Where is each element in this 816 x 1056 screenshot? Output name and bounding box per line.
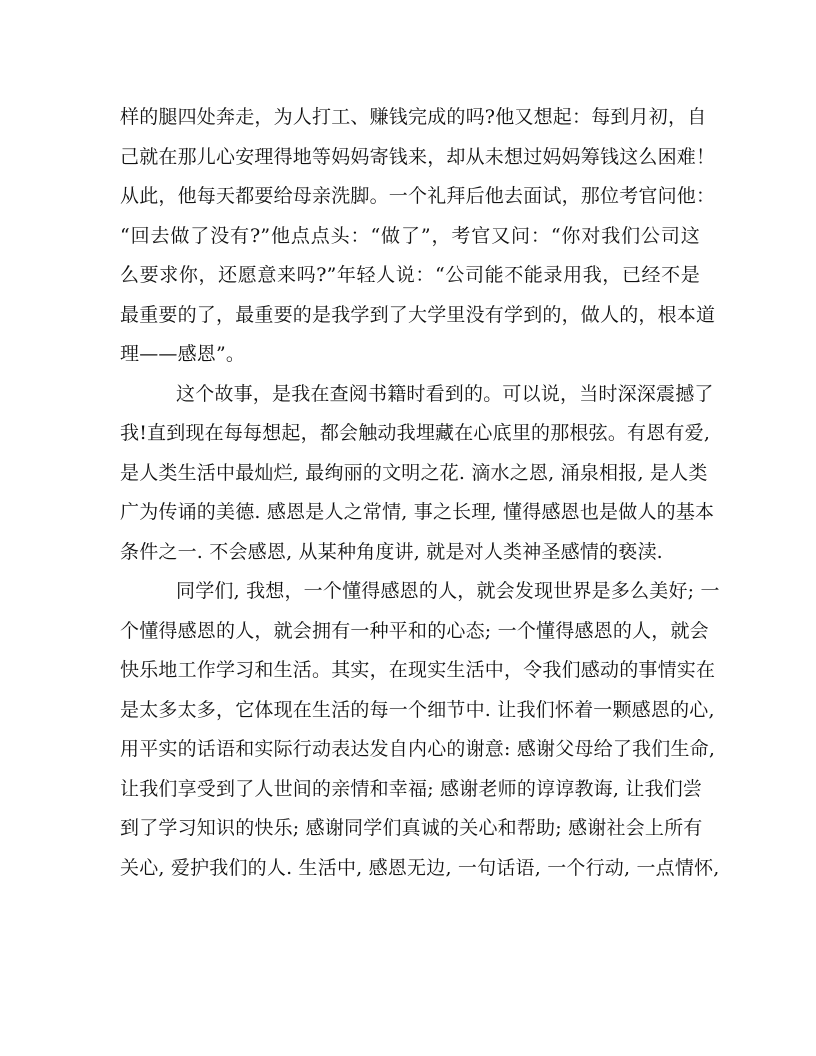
text-line: 是人类生活中最灿烂, 最绚丽的文明之花. 滴水之恩, 涌泉相报, 是人类 <box>120 461 708 484</box>
text-line: 广为传诵的美德. 感恩是人之常情, 事之长理, 懂得感恩也是做人的基本 <box>120 501 715 523</box>
text-line: 让我们享受到了人世间的亲情和幸福; 感谢老师的谆谆教诲, 让我们尝 <box>120 777 703 800</box>
text-line: 么要求你，还愿意来吗?”年轻人说：“公司能不能录用我，已经不是 <box>120 264 700 286</box>
document-body <box>120 98 720 888</box>
paragraph-3 <box>120 572 720 888</box>
text-line: 同学们, 我想，一个懂得感恩的人，就会发现世界是多么美好; 一 <box>176 580 720 602</box>
paragraph-2 <box>120 375 715 573</box>
text-line: 这个故事，是我在查阅书籍时看到的。可以说，当时深深震撼了 <box>176 382 714 405</box>
text-line: “回去做了没有?”他点点头：“做了”，考官又问：“你对我们公司这 <box>120 224 700 247</box>
text-line: 从此，他每天都要给母亲洗脚。一个礼拜后他去面试，那位考官问他： <box>120 185 716 207</box>
paragraph-1 <box>120 98 716 375</box>
text-line: 己就在那儿心安理得地等妈妈寄钱来，却从未想过妈妈筹钱这么困难！ <box>120 145 716 168</box>
text-line: 条件之一. 不会感恩, 从某种角度讲, 就是对人类神圣感情的亵渎. <box>120 540 663 563</box>
text-line: 理——感恩”。 <box>120 343 246 365</box>
text-line: 快乐地工作学习和生活。其实，在现实生活中，令我们感动的事情实在 <box>120 659 716 681</box>
text-line: 样的腿四处奔走，为人打工、赚钱完成的吗?他又想起：每到月初，自 <box>120 106 707 128</box>
text-line: 是太多太多，它体现在生活的每一个细节中. 让我们怀着一颗感恩的心, <box>120 698 715 721</box>
text-line: 用平实的话语和实际行动表达发自内心的谢意: 感谢父母给了我们生命, <box>120 738 716 760</box>
text-line: 个懂得感恩的人，就会拥有一种平和的心态; 一个懂得感恩的人，就会 <box>120 619 709 642</box>
text-line: 到了学习知识的快乐; 感谢同学们真诚的关心和帮助; 感谢社会上所有 <box>120 817 703 839</box>
text-line: 我!直到现在每每想起，都会触动我埋藏在心底里的那根弦。有恩有爱, <box>120 422 711 444</box>
text-line: 最重要的了，最重要的是我学到了大学里没有学到的，做人的，根本道 <box>120 303 716 326</box>
text-line: 关心, 爱护我们的人. 生活中, 感恩无边, 一句话语, 一个行动, 一点情怀, <box>120 856 720 879</box>
